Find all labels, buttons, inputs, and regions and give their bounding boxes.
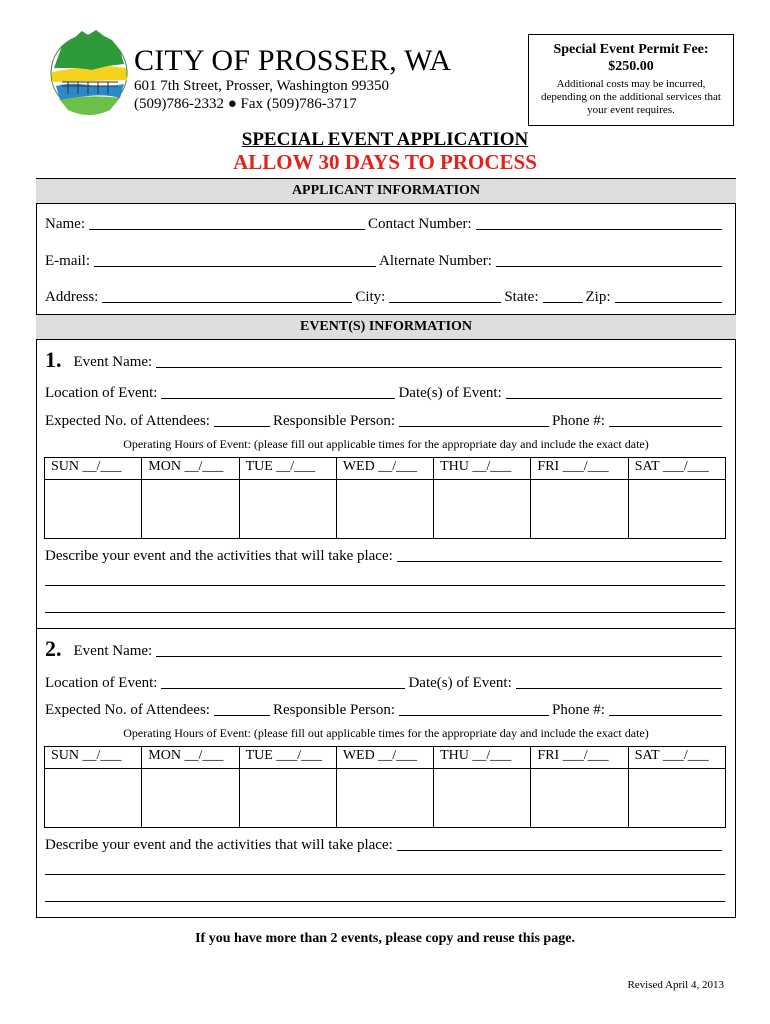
event-2-thu-cell[interactable]: THU __/___ [434, 747, 531, 769]
event-1-sun-cell[interactable]: SUN __/___ [45, 458, 142, 480]
attendees-label: Expected No. of Attendees: [45, 413, 210, 429]
event-2-tue-hours[interactable] [239, 769, 336, 828]
org-address: 601 7th Street, Prosser, Washington 99350 [134, 78, 389, 94]
event-1-location-row [45, 382, 725, 402]
email-field[interactable] [94, 252, 376, 267]
city-field[interactable] [389, 288, 501, 303]
applicant-section-header: APPLICANT INFORMATION [36, 178, 736, 204]
fee-title: Special Event Permit Fee: [553, 42, 709, 57]
event-2-thu-hours[interactable] [434, 769, 531, 828]
event-2-responsible-field[interactable] [399, 701, 549, 716]
event-separator [36, 628, 736, 629]
event-1-tue-cell[interactable]: TUE __/___ [239, 458, 336, 480]
event-1-dates-field[interactable] [506, 384, 722, 399]
zip-label: Zip: [585, 289, 611, 305]
name-row [45, 213, 725, 233]
fee-box [528, 34, 734, 126]
event-1-location-field[interactable] [161, 384, 395, 399]
contact-field[interactable] [476, 215, 722, 230]
event-2-location-field[interactable] [161, 674, 405, 689]
state-field[interactable] [543, 288, 583, 303]
org-name: CITY OF PROSSER, WA [134, 44, 452, 77]
event-1-fri-cell[interactable]: FRI ___/___ [531, 458, 628, 480]
event-1-mon-hours[interactable] [142, 480, 239, 539]
event-1-name-row [45, 347, 725, 371]
event-2-describe-line-2[interactable] [45, 874, 725, 875]
event-2-describe-field[interactable] [397, 836, 722, 851]
event-1-mon-cell[interactable]: MON __/___ [142, 458, 239, 480]
event-2-fri-cell[interactable]: FRI ___/___ [531, 747, 628, 769]
event-1-name-field[interactable] [156, 353, 722, 368]
event-1-sat-hours[interactable] [628, 480, 725, 539]
event-1-tue-hours[interactable] [239, 480, 336, 539]
event-2-mon-hours[interactable] [142, 769, 239, 828]
event-1-fri-hours[interactable] [531, 480, 628, 539]
attendees-label: Expected No. of Attendees: [45, 702, 210, 718]
event-2-sun-cell[interactable]: SUN __/___ [45, 747, 142, 769]
form-title: SPECIAL EVENT APPLICATION [241, 129, 529, 150]
dates-label: Date(s) of Event: [398, 385, 502, 401]
revised-date: Revised April 4, 2013 [627, 979, 724, 991]
event-1-describe-line-2[interactable] [45, 585, 725, 586]
event-2-dates-field[interactable] [516, 674, 722, 689]
event-1-wed-hours[interactable] [336, 480, 433, 539]
event-1-phone-field[interactable] [609, 412, 722, 427]
events-section-header: EVENT(S) INFORMATION [36, 314, 736, 340]
event-1-hours-note: Operating Hours of Event: (please fill out applicable times for the appropriate day and include the exact date) [123, 437, 649, 451]
event-2-fri-hours[interactable] [531, 769, 628, 828]
event-1-describe-line-3[interactable] [45, 612, 725, 613]
event-1-sat-cell[interactable]: SAT ___/___ [628, 458, 725, 480]
event-1-hours-table [44, 457, 726, 539]
event-1-describe-field[interactable] [397, 547, 722, 562]
event-2-location-row [45, 672, 725, 692]
email-row [45, 250, 725, 270]
event-2-name-row [45, 636, 725, 660]
location-label: Location of Event: [45, 675, 158, 691]
city-label: City: [355, 289, 386, 305]
event-1-thu-hours[interactable] [434, 480, 531, 539]
responsible-label: Responsible Person: [272, 413, 396, 429]
describe-label: Describe your event and the activities that will take place: [45, 837, 393, 853]
name-label: Name: [45, 216, 85, 232]
alternate-label: Alternate Number: [379, 253, 492, 269]
dates-label: Date(s) of Event: [408, 675, 512, 691]
footer-note: If you have more than 2 events, please copy and reuse this page. [195, 931, 575, 946]
zip-field[interactable] [615, 288, 722, 303]
event-2-describe-line-3[interactable] [45, 901, 725, 902]
alternate-field[interactable] [496, 252, 722, 267]
phone-label: Phone #: [552, 702, 605, 718]
org-phone-fax: (509)786-2332 ● Fax (509)786-3717 [134, 96, 357, 112]
event-2-phone-field[interactable] [609, 701, 722, 716]
event-1-attendees-row [45, 410, 725, 430]
city-logo-icon [48, 28, 130, 124]
name-field[interactable] [89, 215, 365, 230]
fee-note: Additional costs may be incurred, depending on the additional services that your event requires. [541, 78, 721, 116]
event-1-sun-hours[interactable] [45, 480, 142, 539]
location-label: Location of Event: [45, 385, 158, 401]
address-row [45, 286, 725, 306]
describe-label: Describe your event and the activities that will take place: [45, 548, 393, 564]
state-label: State: [504, 289, 539, 305]
event-2-tue-cell[interactable]: TUE ___/___ [239, 747, 336, 769]
processing-warning: ALLOW 30 DAYS TO PROCESS [233, 150, 537, 174]
event-name-label: Event Name: [73, 643, 153, 659]
event-1-wed-cell[interactable]: WED __/___ [336, 458, 433, 480]
phone-label: Phone #: [552, 413, 605, 429]
event-1-thu-cell[interactable]: THU __/___ [434, 458, 531, 480]
event-2-name-field[interactable] [156, 642, 722, 657]
event-1-number: 1. [45, 347, 62, 372]
event-2-sat-hours[interactable] [628, 769, 725, 828]
event-2-mon-cell[interactable]: MON __/___ [142, 747, 239, 769]
contact-label: Contact Number: [367, 216, 472, 232]
event-1-describe-row [45, 545, 725, 565]
event-1-attendees-field[interactable] [214, 412, 270, 427]
email-label: E-mail: [45, 253, 90, 269]
event-name-label: Event Name: [73, 354, 153, 370]
event-2-sun-hours[interactable] [45, 769, 142, 828]
address-field[interactable] [102, 288, 352, 303]
event-2-wed-hours[interactable] [336, 769, 433, 828]
event-1-responsible-field[interactable] [399, 412, 549, 427]
event-2-number: 2. [45, 636, 62, 661]
event-2-sat-cell[interactable]: SAT ___/___ [628, 747, 725, 769]
event-2-attendees-row [45, 699, 725, 719]
event-2-hours-table [44, 746, 726, 828]
responsible-label: Responsible Person: [272, 702, 396, 718]
fee-amount: $250.00 [608, 59, 654, 74]
event-2-attendees-field[interactable] [214, 701, 270, 716]
event-2-wed-cell[interactable]: WED __/___ [336, 747, 433, 769]
event-2-hours-note: Operating Hours of Event: (please fill out applicable times for the appropriate day and include the exact date) [123, 726, 649, 740]
address-label: Address: [45, 289, 99, 305]
event-2-describe-row [45, 834, 725, 854]
